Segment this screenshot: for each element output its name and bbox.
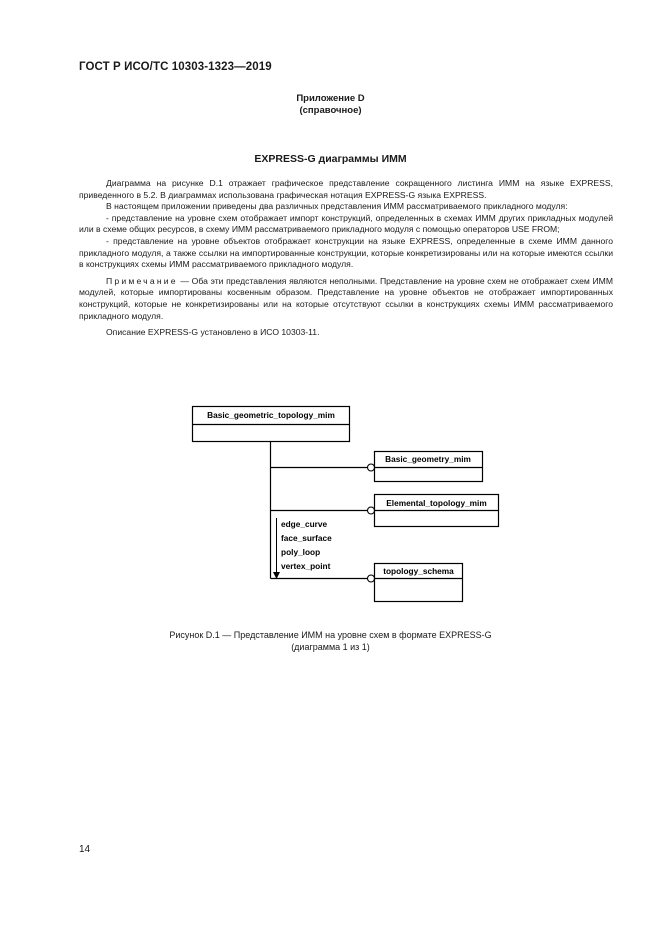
imported-item: poly_loop xyxy=(281,547,321,557)
schema-label: Basic_geometry_mim xyxy=(385,454,471,464)
paragraph: В настоящем приложении приведены два различных представления ИММ рассматриваемого прикладного модуля: xyxy=(106,201,568,212)
imported-item: edge_curve xyxy=(281,519,328,529)
end-circle xyxy=(368,575,375,582)
schema-label: Elemental_topology_mim xyxy=(386,498,487,508)
section-title: EXPRESS-G диаграммы ИММ xyxy=(254,153,407,165)
page-number: 14 xyxy=(79,844,91,855)
imported-item: vertex_point xyxy=(281,561,331,571)
paragraph: - представление на уровне объектов отображает конструкции на языке EXPRESS, определенные в схеме ИММ данного прикладного модуля, а также ссылки на импортированные конструкции, которые конкретизированы или на которые имеются ссылки в конструкциях схемы ИММ рассматриваемого прикладного модуля. xyxy=(79,235,613,270)
end-circle xyxy=(368,464,375,471)
appendix-title: Приложение D xyxy=(296,93,365,104)
figure-caption: Рисунок D.1 — Представление ИММ на уровне схем в формате EXPRESS-G xyxy=(169,630,492,640)
note-label: Примечание xyxy=(106,275,178,286)
appendix-subtitle: (справочное) xyxy=(299,105,362,116)
paragraph: Описание EXPRESS-G установлено в ИСО 10303-11. xyxy=(106,327,320,338)
note-text: — Оба эти представления являются неполными. Представление на уровне схем не отображает схем ИММ модулей, которые импортированы косвенным образом. Представление на уровне объектов не отображает импортированных конструкций, которые не конкретизированы или на которые отсутствуют ссылки в конструкциях схемы ИММ рассматриваемого прикладного модуля. xyxy=(79,275,613,321)
document-header: ГОСТ Р ИСО/ТС 10303-1323—2019 xyxy=(79,61,272,73)
figure-subcaption: (диаграмма 1 из 1) xyxy=(291,642,370,652)
imported-item: face_surface xyxy=(281,533,332,543)
schema-label: topology_schema xyxy=(383,566,454,576)
end-circle xyxy=(368,507,375,514)
main-schema-label: Basic_geometric_topology_mim xyxy=(207,410,335,420)
paragraph: Диаграмма на рисунке D.1 отражает графическое представление сокращенного листинга ИММ на языке EXPRESS, приведенного в 5.2. В диаграммах использована графическая нотация EXPRESS-G языка EXPRESS. xyxy=(79,178,613,200)
paragraph: - представление на уровне схем отображает импорт конструкций, определенных в схемах ИММ других прикладных модулей или в схеме общих ресурсов, в схему ИММ рассматриваемого прикладного модуля с помощью операторов USE FROM; xyxy=(79,212,613,235)
